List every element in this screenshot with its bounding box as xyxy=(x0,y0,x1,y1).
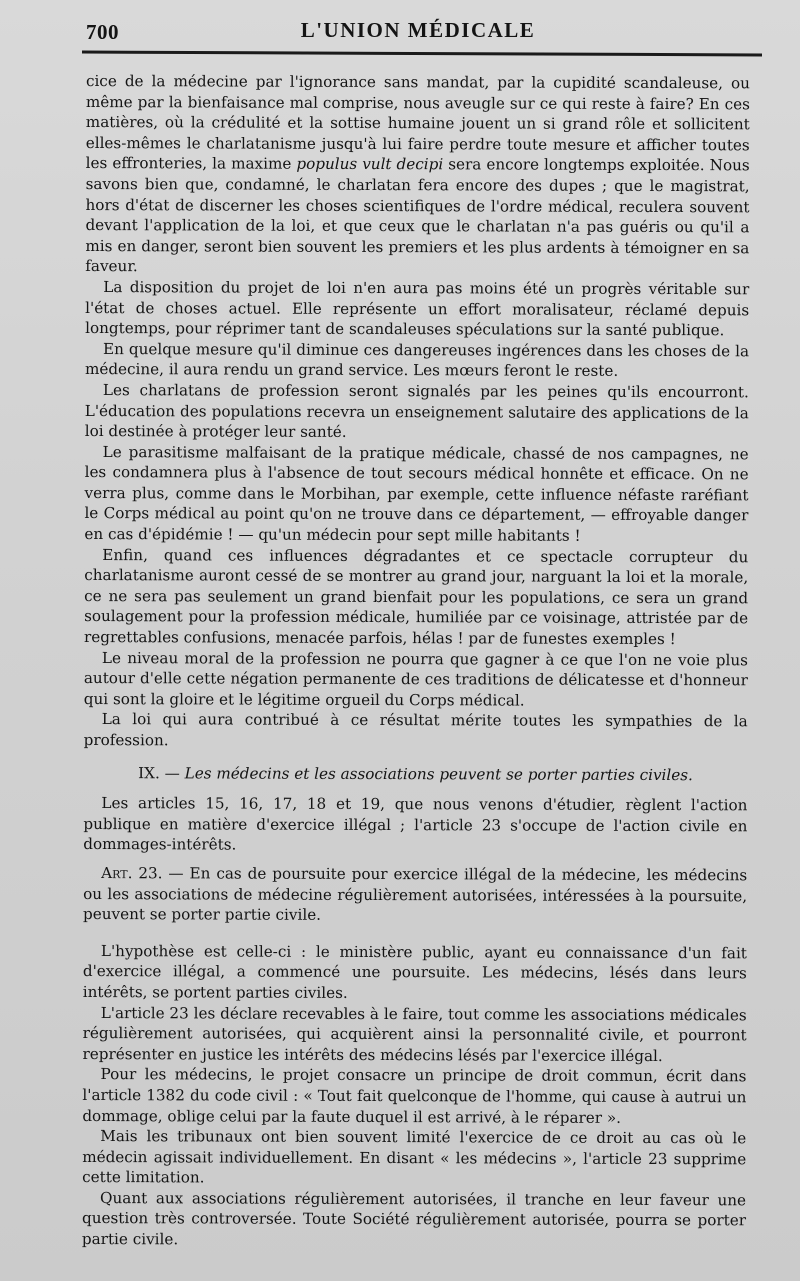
paragraph-4: Les charlatans de profession seront signalés par les peines qu'ils encourront. L'éducation des populations recevra un enseignement salutaire des applications de la loi destinée à protéger leur santé. xyxy=(84,380,749,442)
commentary-paragraph-1: L'hypothèse est celle-ci : le ministère public, ayant eu connaissance d'un fait d'exercice illégal, a commencé une poursuite. Les médecins, lésés dans leurs intérêts, se portent parties civiles. xyxy=(82,941,747,1002)
commentary-paragraph-4: Mais les tribunaux ont bien souvent limité l'exercice de ce droit au cas où le médecin agissait individuellement. En disant « les médecins », l'article 23 supprime cette limitation. xyxy=(82,1127,747,1187)
page-header xyxy=(86,18,750,46)
commentary-paragraph-3: Pour les médecins, le projet consacre un principe de droit commun, écrit dans l'article 1382 du code civil : « Tout fait quelconque de l'homme, qui cause à autrui un dommage, oblige celui par la faute duquel il est arrivé, à le réparer ». xyxy=(82,1065,747,1127)
article-label: Art. 23. xyxy=(101,864,163,883)
commentary-paragraph-2: L'article 23 les déclare recevables à le faire, tout comme les associations médicales régulièrement autorisées, qui acquièrent ainsi la personnalité civile, et pourront représenter en justice les intérêts des médecins lésés par l'exercice illégal. xyxy=(82,1003,747,1065)
paragraph-1: cice de la médecine par l'ignorance sans mandat, par la cupidité scandaleuse, ou même par la bienfaisance mal comprise, nous aveugle sur ce qui reste à faire? En ces matières, où la crédulité et la sottise humaine jouent un si grand rôle et sollicitent elles-mêmes le charlatanisme jusqu'à lui faire perdre toute mesure et afficher toutes les effronteries, la maxime populus vult decipi sera encore longtemps exploitée. Nous savons bien que, condamné, le charlatan fera encore des dupes ; que le magistrat, hors d'état de discerner les choses scientifiques de l'ordre médical, reculera souvent devant l'application de la loi, et que ceux que le charlatan n'a pas guéris ou qu'il a mis en danger, seront bien souvent les premiers et les plus ardents à témoigner en sa faveur. xyxy=(85,71,750,276)
page-number: 700 xyxy=(86,20,119,44)
paragraph-8: La loi qui aura contribué à ce résultat mérite toutes les sympathies de la profession. xyxy=(83,710,748,750)
section-heading xyxy=(84,763,748,786)
article-23 xyxy=(83,863,747,927)
paragraph-3: En quelque mesure qu'il diminue ces dangereuses ingérences dans les choses de la médecine, il aura rendu un grand service. Les mœurs feront le reste. xyxy=(84,339,750,381)
paragraph-5: Le parasitisme malfaisant de la pratique médicale, chassé de nos campagnes, ne les condamnera plus à l'absence de tout secours médical honnête et efficace. On ne verra plus, comme dans le Morbihan, par exemple, cette influence néfaste raréfiant le Corps médical au point qu'on ne trouve dans ce département, — effroyable danger en cas d'épidémie ! — qu'un médecin pour sept mille habitants ! xyxy=(84,442,749,545)
header-rule xyxy=(82,51,762,57)
latin-maxim: populus vult decipi xyxy=(296,155,444,174)
running-title: L'UNION MÉDICALE xyxy=(300,18,536,42)
section-number: IX. — xyxy=(138,763,180,782)
body-text xyxy=(82,71,750,1252)
paragraph-6: Enfin, quand ces influences dégradantes et ce spectacle corrupteur du charlatanisme auront cessé de se montrer au grand jour, narguant la loi et la morale, ce ne sera pas seulement un grand bienfait pour les populations, ce sera un grand soulagement pour la profession médicale, humiliée par ce voisinage, attristée par de regrettables confusions, menacée parfois, hélas ! par de funestes exemples ! xyxy=(83,545,749,649)
section-title: Les médecins et les associations peuvent se porter parties civiles. xyxy=(184,763,693,784)
section-paragraph-1: Les articles 15, 16, 17, 18 et 19, que nous venons d'étudier, règlent l'action publique en matière d'exercice illégal ; l'article 23 s'occupe de l'action civile en dommages-intérêts. xyxy=(83,794,748,854)
commentary-paragraph-5: Quant aux associations régulièrement autorisées, il tranche en leur faveur une question très controversée. Toute Société régulièrement autorisée, pourra se porter partie civile. xyxy=(81,1188,747,1249)
paragraph-7: Le niveau moral de la profession ne pourra que gagner à ce que l'on ne voie plus autour d'elle cette négation permanente de ces traditions de délicatesse et d'honneur qui sont la gloire et le légitime orgueil du Corps médical. xyxy=(83,648,748,710)
article-text: — En cas de poursuite pour exercice illégal de la médecine, les médecins ou les associations de médecine régulièrement autorisées, intéressées à la poursuite, peuvent se porter partie civile. xyxy=(83,864,748,924)
paragraph-2: La disposition du projet de loi n'en aura pas moins été un progrès véritable sur l'état de choses actuel. Elle représente un effort moralisateur, réclamé depuis longtemps, pour réprimer tant de scandaleuses spéculations sur la santé publique. xyxy=(85,277,750,340)
